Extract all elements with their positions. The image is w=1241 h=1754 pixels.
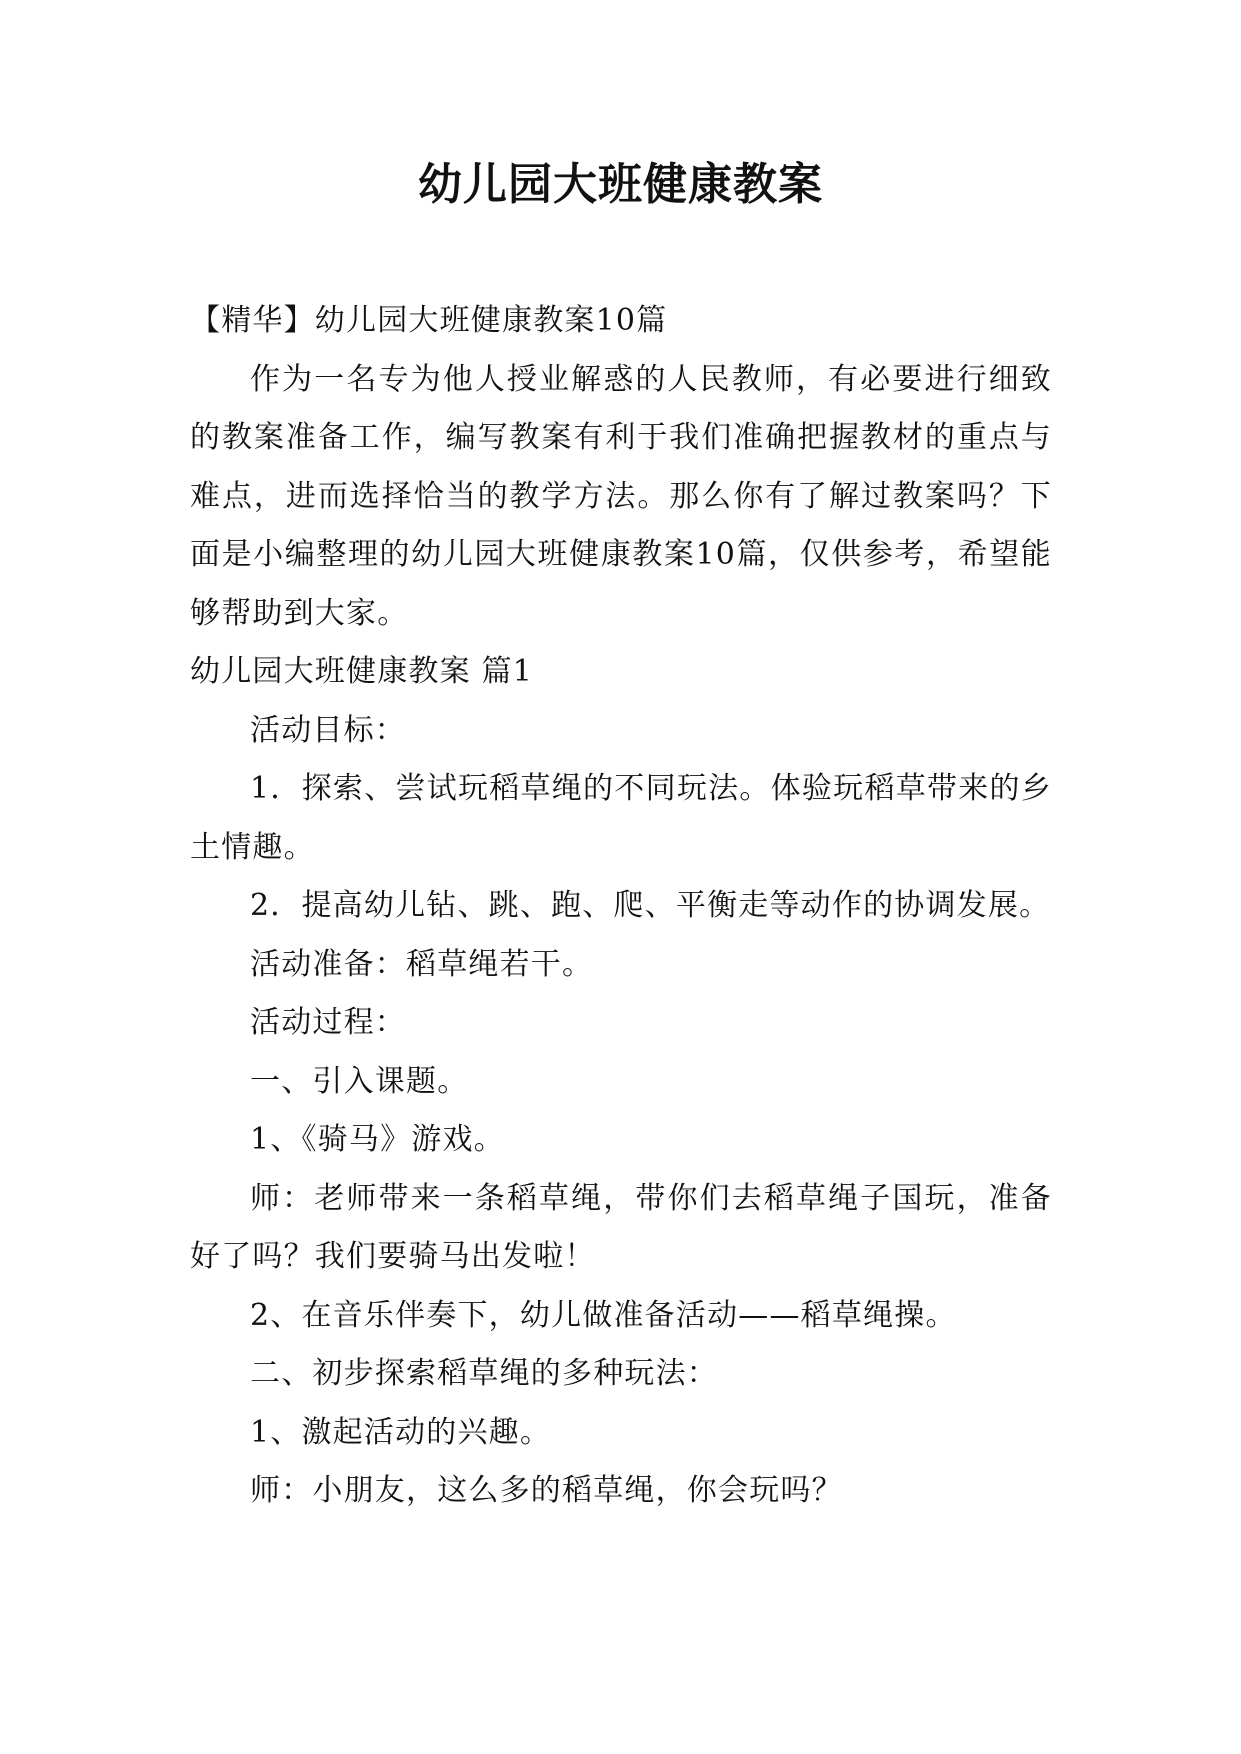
section-heading: 幼儿园大班健康教案 篇1 xyxy=(190,654,534,689)
document-title: 幼儿园大班健康教案 xyxy=(418,159,823,210)
paragraph: 1、《骑马》游戏。 xyxy=(250,1122,505,1157)
paragraph: 活动过程： xyxy=(250,1005,406,1040)
paragraph: 师：老师带来一条稻草绳，带你们去稻草绳子国玩，准备好了吗？我们要骑马出发啦！ xyxy=(190,1180,1052,1274)
document-body xyxy=(190,292,1052,1521)
paragraph: 活动目标： xyxy=(250,712,406,748)
paragraph: 活动准备：稻草绳若干。 xyxy=(250,946,594,982)
paragraph: 1、激起活动的兴趣。 xyxy=(250,1414,552,1450)
paragraph: 师：小朋友，这么多的稻草绳，你会玩吗？ xyxy=(250,1473,843,1508)
paragraph-subtitle: 【精华】幼儿园大班健康教案10篇 xyxy=(190,303,668,338)
paragraph: 二、初步探索稻草绳的多种玩法： xyxy=(250,1356,718,1391)
paragraph: 2、在音乐伴奏下，幼儿做准备活动——稻草绳操。 xyxy=(250,1297,957,1333)
paragraph-intro: 作为一名专为他人授业解惑的人民教师，有必要进行细致的教案准备工作，编写教案有利于我们准确把握教材的重点与难点，进而选择恰当的教学方法。那么你有了解过教案吗？下面是小编整理的幼儿园大班健康教案10篇，仅供参考，希望能够帮助到大家。 xyxy=(190,361,1052,631)
paragraph: 1．探索、尝试玩稻草绳的不同玩法。体验玩稻草带来的乡土情趣。 xyxy=(190,771,1052,865)
paragraph: 一、引入课题。 xyxy=(250,1063,469,1099)
paragraph: 2．提高幼儿钻、跳、跑、爬、平衡走等动作的协调发展。 xyxy=(250,888,1051,923)
